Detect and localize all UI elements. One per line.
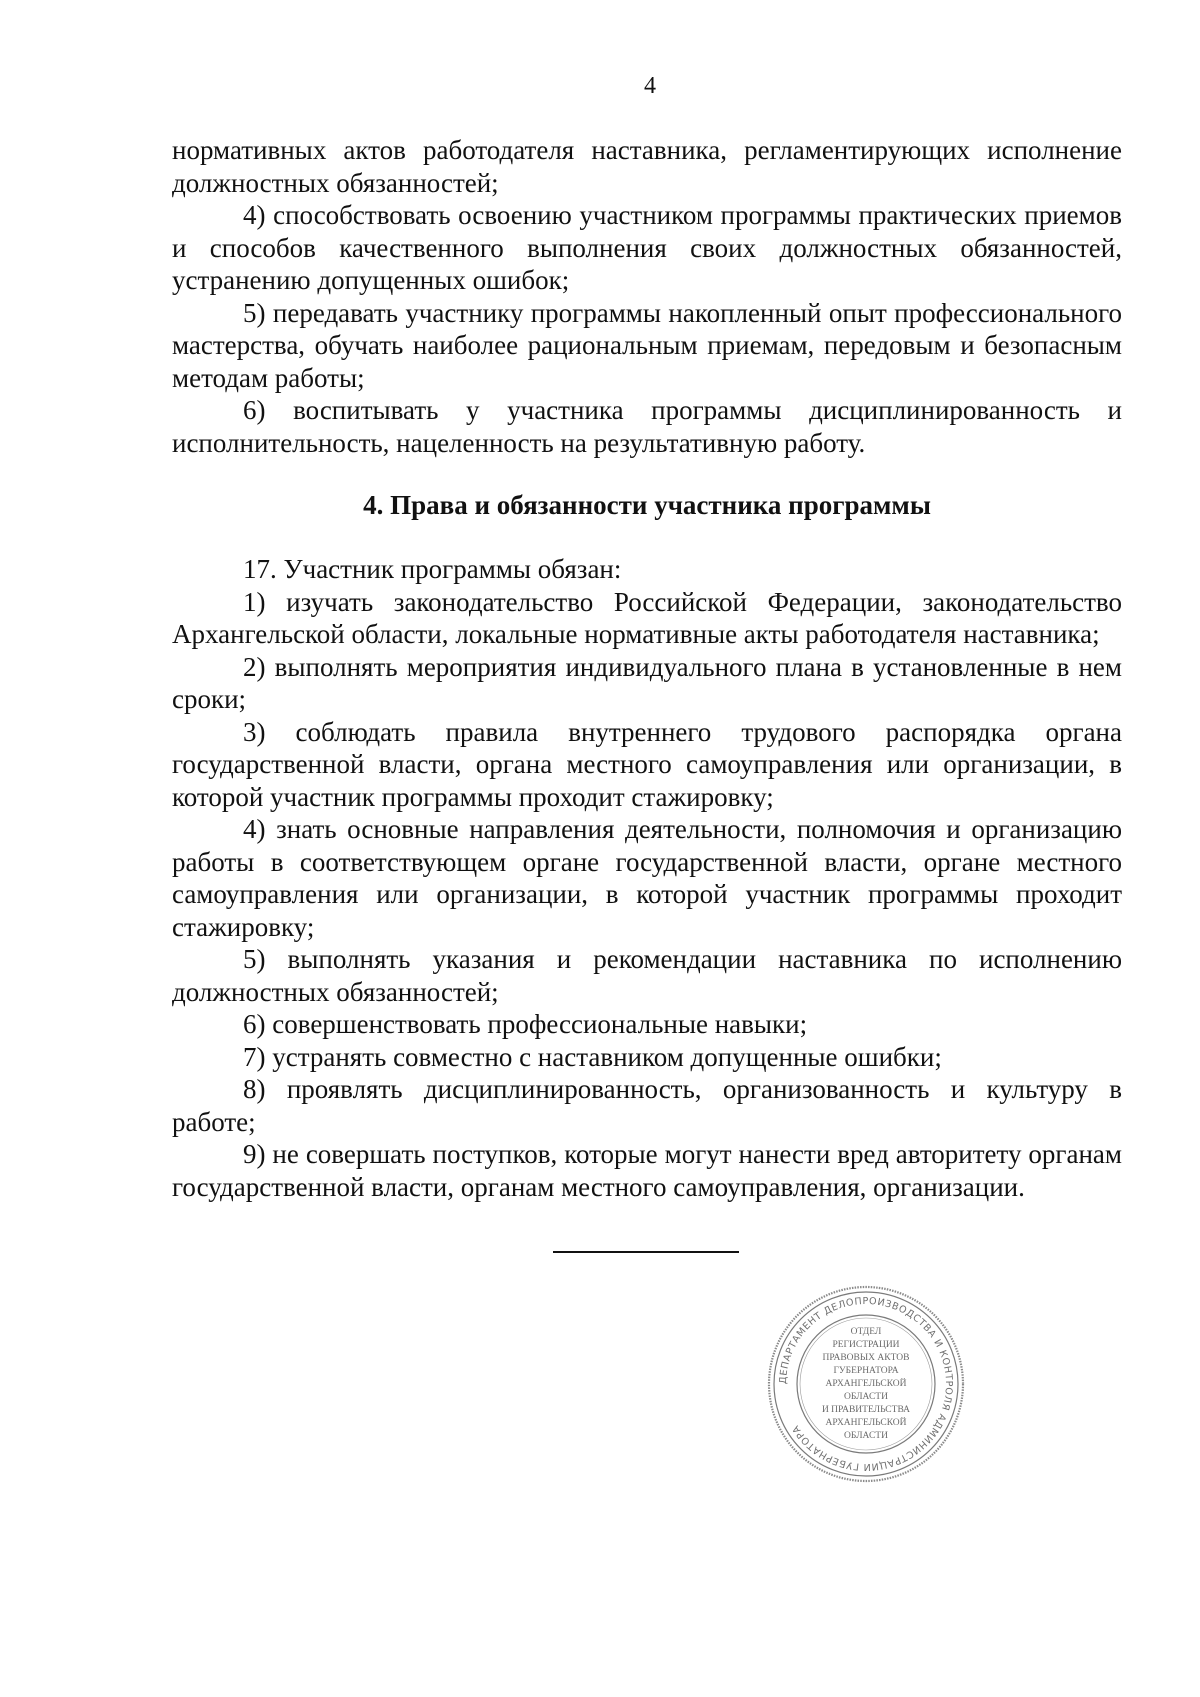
seal-line: АРХАНГЕЛЬСКОЙ: [825, 1418, 907, 1428]
paragraph: 1) изучать законодательство Российской Федерации, законодательство Архангельской области, локальные нормативные акты работодателя наставника;: [172, 586, 1122, 649]
paragraph: 3) соблюдать правила внутреннего трудового распорядка органа государственной власти, органа местного самоуправления или организации, в которой участник программы проходит стажировку;: [172, 716, 1122, 812]
seal-line: И ПРАВИТЕЛЬСТВА: [821, 1405, 911, 1415]
paragraph: 6) совершенствовать профессиональные навыки;: [243, 1009, 808, 1039]
paragraph: 17. Участник программы обязан:: [243, 554, 622, 584]
seal-line: ОБЛАСТИ: [844, 1392, 888, 1402]
paragraph: 5) выполнять указания и рекомендации наставника по исполнению должностных обязанностей;: [172, 944, 1122, 1007]
paragraph: 7) устранять совместно с наставником допущенные ошибки;: [243, 1041, 942, 1072]
seal-line: ПРАВОВЫХ АКТОВ: [822, 1353, 910, 1363]
paragraph: 8) проявлять дисциплинированность, организованность и культуру в работе;: [172, 1074, 1122, 1137]
text-block-bottom: [172, 553, 1122, 1203]
official-seal: [766, 1284, 966, 1484]
paragraph: 2) выполнять мероприятия индивидуального плана в установленные в нем сроки;: [172, 651, 1122, 714]
paragraph: 9) не совершать поступков, которые могут нанести вред авторитету органам государственной власти, органам местного самоуправления, организации.: [172, 1139, 1122, 1202]
paragraph: 5) передавать участнику программы накопленный опыт профессионального мастерства, обучать наиболее рациональным приемам, передовым и безопасным методам работы;: [172, 297, 1122, 393]
paragraph: 4) способствовать освоению участником программы практических приемов и способов качественного выполнения своих должностных обязанностей, устранению допущенных ошибок;: [172, 200, 1122, 295]
end-rule: [553, 1251, 739, 1253]
paragraph: 4) знать основные направления деятельности, полномочия и организацию работы в соответствующем органе государственной власти, органе местного самоуправления или организации, в которой участник программы проходит стажировку;: [172, 814, 1122, 942]
paragraph: 6) воспитывать у участника программы дисциплинированность и исполнительность, нацеленность на результативную работу.: [172, 395, 1122, 458]
seal-line: АРХАНГЕЛЬСКОЙ: [825, 1379, 907, 1389]
seal-line: ГУБЕРНАТОРА: [833, 1366, 899, 1376]
seal-graphic: [766, 1284, 966, 1484]
page-number: 4: [644, 73, 656, 99]
paragraph: нормативных актов работодателя наставника, регламентирующих исполнение должностных обязанностей;: [172, 135, 1122, 198]
seal-line: ОТДЕЛ: [850, 1327, 882, 1337]
seal-line: РЕГИСТРАЦИИ: [832, 1340, 900, 1350]
text-block-top: [172, 134, 1122, 459]
seal-line: ОБЛАСТИ: [844, 1431, 888, 1441]
seal-ring-text: ДЕПАРТАМЕНТ ДЕЛОПРОИЗВОДСТВА И КОНТРОЛЯ АДМИНИСТРАЦИИ ГУБЕРНАТОРА: [777, 1295, 955, 1473]
section-heading: 4. Права и обязанности участника программы: [363, 490, 931, 520]
